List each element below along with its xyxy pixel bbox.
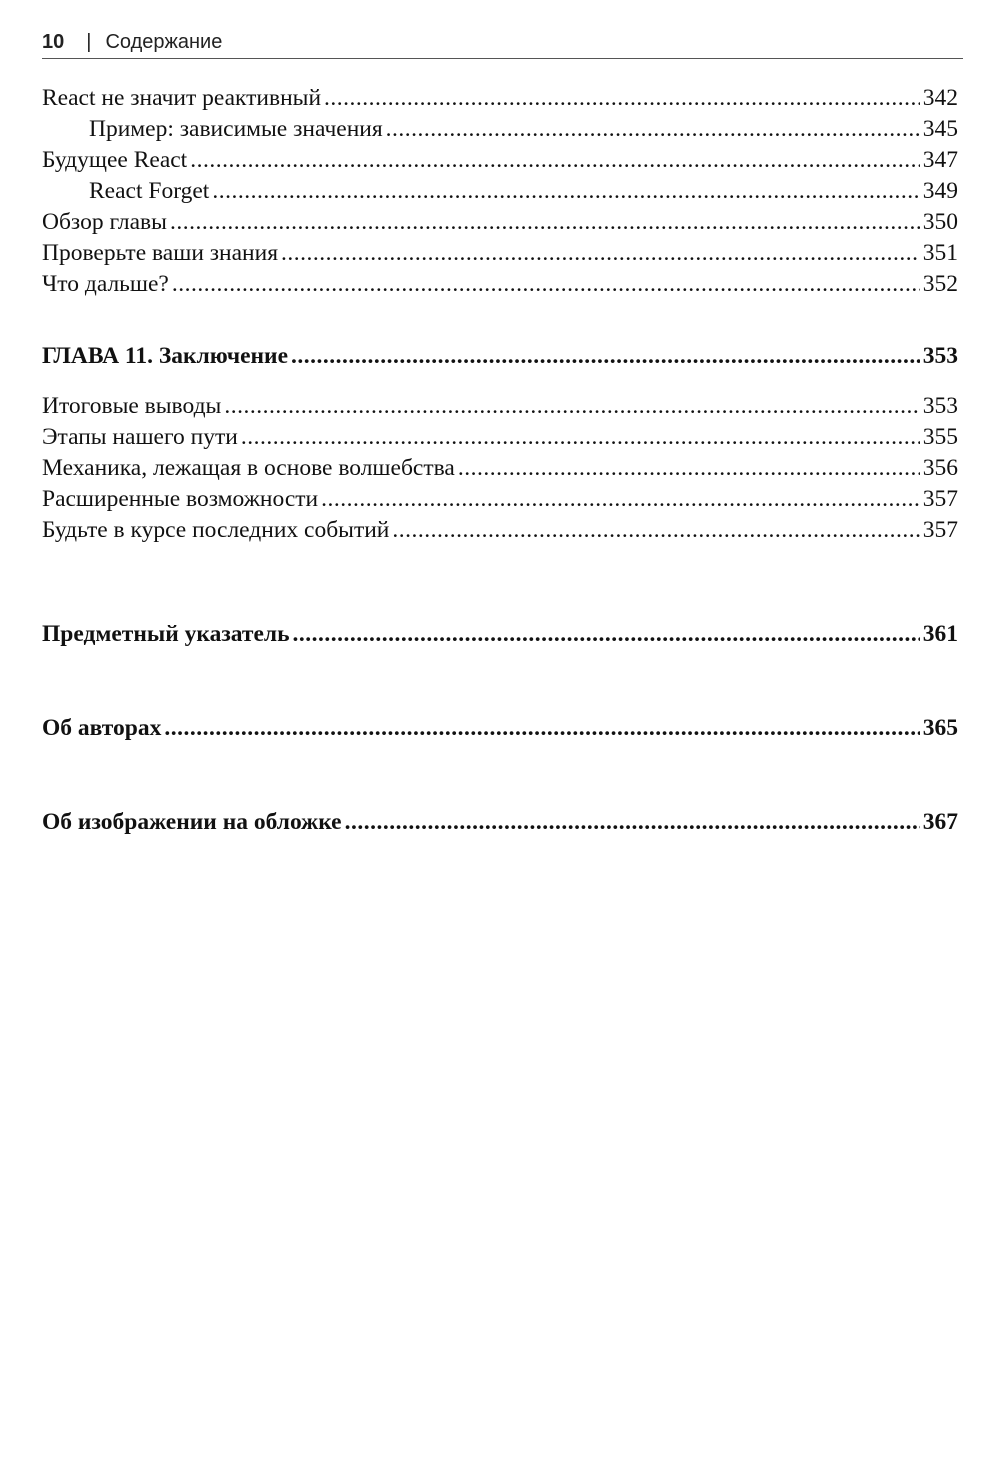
toc-entry[interactable] [42,515,958,546]
toc-entry-label: React не значит реактивный [42,85,322,111]
dot-leader [345,807,920,838]
toc-entry-label: Пример: зависимые значения [89,116,383,142]
toc-entry-page: 353 [922,343,958,369]
dot-leader [386,114,920,145]
dot-leader [293,619,920,650]
toc-entry-label: Проверьте ваши знания [42,240,279,266]
toc-entry-label: Этапы нашего пути [42,424,238,450]
toc-entry[interactable] [42,83,958,114]
toc-entry-page: 356 [922,455,958,481]
toc-entry-page: 357 [922,517,958,543]
toc-entry-page: 350 [922,209,958,235]
toc-entry[interactable] [42,422,958,453]
toc-entry-label: Обзор главы [42,209,167,235]
dot-leader [281,238,920,269]
toc-entry-label: Расширенные возможности [42,486,319,512]
toc-entry-label: ГЛАВА 11. Заключение [42,343,289,369]
dot-leader [190,145,920,176]
toc-entry-label: React Forget [89,178,210,204]
section-title: Содержание [105,31,223,53]
toc-section-entry[interactable] [42,807,958,838]
toc-entry-label: Будущее React [42,147,188,173]
toc-entry-label: Итоговые выводы [42,393,222,419]
toc-section-entry[interactable] [42,619,958,650]
dot-leader [170,207,920,238]
dot-leader [321,484,920,515]
toc-entry-page: 347 [922,147,958,173]
toc-entry-page: 367 [922,809,958,835]
toc-entry[interactable] [42,145,958,176]
toc-entry[interactable] [42,207,958,238]
dot-leader [224,391,919,422]
toc-entry[interactable] [42,391,958,422]
dot-leader [164,713,919,744]
toc-entry-label: Будьте в курсе последних событий [42,517,390,543]
toc-entry-label: Что дальше? [42,271,169,297]
dot-leader [212,176,919,207]
header-separator: | [86,31,92,53]
toc-entry[interactable] [42,238,958,269]
toc-section-entry[interactable] [42,713,958,744]
toc-entry-page: 361 [922,621,958,647]
toc-entry-page: 351 [922,240,958,266]
dot-leader [291,341,920,372]
toc-entry-page: 357 [922,486,958,512]
toc-entry-page: 355 [922,424,958,450]
toc-entry-page: 345 [922,116,958,142]
toc-entry-page: 349 [922,178,958,204]
dot-leader [172,269,920,300]
toc-entry[interactable] [42,269,958,300]
toc-entry[interactable] [42,114,958,145]
dot-leader [392,515,919,546]
toc-entry[interactable] [42,176,958,207]
toc-entry-label: Об авторах [42,715,162,741]
page-number: 10 [42,31,65,53]
toc-entry-page: 353 [922,393,958,419]
toc-entry[interactable] [42,484,958,515]
dot-leader [241,422,920,453]
dot-leader [458,453,920,484]
toc-entry-page: 365 [922,715,958,741]
toc-entry-page: 342 [922,85,958,111]
running-header [42,28,963,59]
dot-leader [324,83,920,114]
toc-entry-label: Предметный указатель [42,621,290,647]
toc-chapter-entry[interactable] [42,341,958,372]
toc-entry[interactable] [42,453,958,484]
toc-entry-label: Об изображении на обложке [42,809,342,835]
toc-entry-page: 352 [922,271,958,297]
toc-entry-label: Механика, лежащая в основе волшебства [42,455,455,481]
